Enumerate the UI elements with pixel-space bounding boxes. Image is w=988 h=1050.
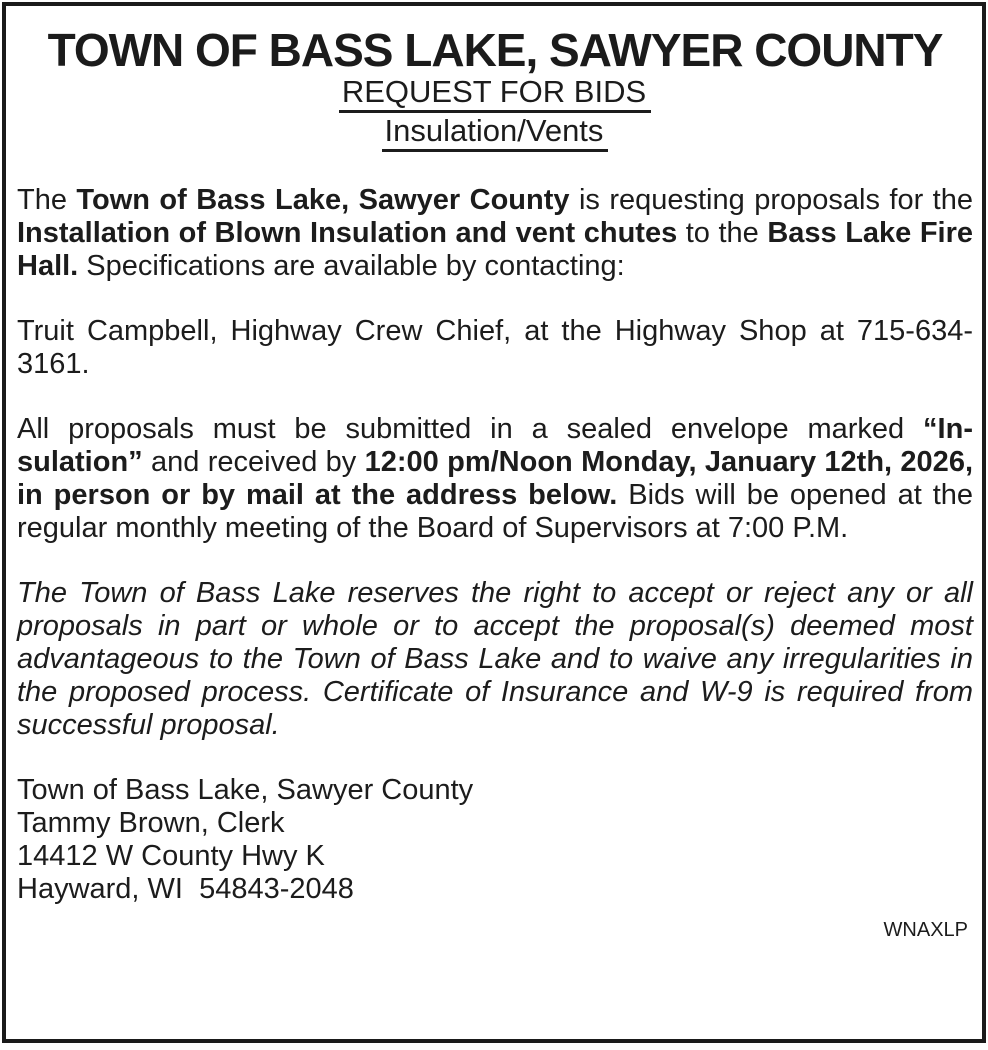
bold-text-segment: Installation of Blown Insulation and vent chutes — [17, 217, 678, 249]
notice-paragraph-4 — [17, 577, 973, 742]
address-line-2: Tammy Brown, Clerk — [17, 807, 285, 839]
notice-body — [17, 184, 973, 742]
notice-paragraph-3 — [17, 413, 973, 545]
legal-notice-ad — [2, 2, 986, 1043]
notice-paragraph-2 — [17, 315, 973, 381]
text-segment: Specifications are available by contacting: — [78, 250, 625, 282]
address-line-4: Hayward, WI 54843-2048 — [17, 873, 354, 905]
text-segment: All proposals must be submitted in a sealed envelope marked — [17, 413, 924, 445]
text-segment: Truit Campbell, Highway Crew Chief, at the Highway Shop at 715-634-3161. — [17, 315, 973, 380]
text-segment: Bids will be opened at the regular monthly meeting of the Board of Supervisors at 7:00 P.M. — [17, 479, 974, 544]
bold-text-segment: 12:00 pm/Noon Monday, January 12th, 2026, in person or by mail at the address below. — [17, 446, 974, 511]
address-line-3: 14412 W County Hwy K — [17, 840, 325, 872]
notice-paragraph-1 — [17, 184, 973, 283]
address-line-1: Town of Bass Lake, Sawyer County — [17, 774, 474, 806]
notice-subtitle-request-text: REQUEST FOR BIDS — [339, 74, 651, 113]
notice-subtitle-request — [17, 74, 973, 113]
text-segment: The — [17, 184, 77, 216]
text-segment: to the — [677, 217, 768, 249]
notice-subtitle-project — [17, 113, 973, 152]
bold-text-segment: Town of Bass Lake, Sawyer County — [76, 184, 570, 216]
bold-text-segment: Bass Lake Fire Hall. — [17, 217, 974, 282]
notice-subtitle-project-text: Insulation/Vents — [382, 113, 609, 152]
bold-text-segment: “Insulation” — [17, 413, 973, 478]
text-segment: and received by — [142, 446, 365, 478]
text-segment: is requesting proposals for the — [569, 184, 973, 216]
text-segment: The Town of Bass Lake reserves the right to accept or reject any or all proposals in part or whole or to accept the proposal(s) deemed most advantageous to the Town of Bass Lake and to waive any irregularities in the proposed process. Certificate of Insurance and W-9 is required from successful proposal. — [17, 577, 973, 741]
wnaxlp-tag: WNAXLP — [883, 919, 968, 941]
notice-title: TOWN OF BASS LAKE, SAWYER COUNTY — [47, 24, 943, 76]
contact-address-block — [17, 774, 973, 906]
